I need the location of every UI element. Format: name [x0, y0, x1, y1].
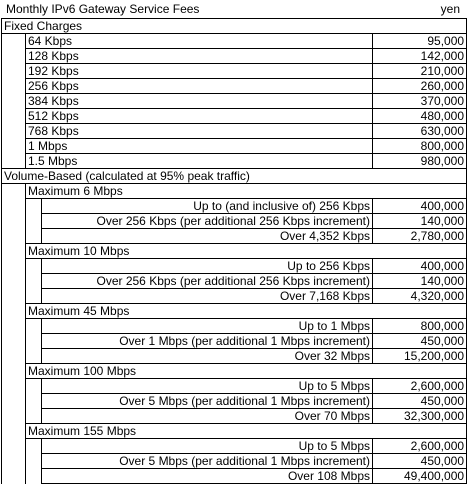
fixed-charge-row — [2, 49, 467, 64]
tier-rate-price: 400,000 — [373, 199, 467, 214]
fixed-charge-price: 142,000 — [373, 49, 467, 64]
fixed-charge-label: 384 Kbps — [26, 94, 373, 109]
tier-rate-label: Over 32 Mbps — [42, 349, 373, 364]
tier-header-row — [2, 244, 467, 259]
tier-rate-row — [2, 259, 467, 274]
fixed-charge-label: 1 Mbps — [26, 139, 373, 154]
tier-rate-row — [2, 319, 467, 334]
tier-header-row — [2, 364, 467, 379]
tier-title: Maximum 45 Mbps — [26, 304, 467, 319]
tier-rate-price: 450,000 — [373, 394, 467, 409]
tier-rate-label: Up to 256 Kbps — [42, 259, 373, 274]
fixed-charge-label: 768 Kbps — [26, 124, 373, 139]
tier-title: Maximum 6 Mbps — [26, 184, 467, 199]
tier-title: Maximum 100 Mbps — [26, 364, 467, 379]
tier-rate-price: 450,000 — [373, 334, 467, 349]
tier-rate-row — [2, 409, 467, 424]
section-header-volume — [2, 169, 467, 184]
fixed-charge-price: 210,000 — [373, 64, 467, 79]
tier-rate-price: 2,600,000 — [373, 439, 467, 454]
tier-rate-row — [2, 469, 467, 484]
fixed-charge-price: 260,000 — [373, 79, 467, 94]
tier-title: Maximum 155 Mbps — [26, 424, 467, 439]
page-header — [0, 0, 468, 18]
tier-rate-row — [2, 199, 467, 214]
tier-rate-row — [2, 229, 467, 244]
tier-title: Maximum 10 Mbps — [26, 244, 467, 259]
tier-rate-price: 2,780,000 — [373, 229, 467, 244]
tier-rate-row — [2, 349, 467, 364]
page-title: Monthly IPv6 Gateway Service Fees — [6, 2, 200, 16]
tier-rate-price: 140,000 — [373, 274, 467, 289]
fixed-charge-row — [2, 64, 467, 79]
tier-rate-row — [2, 334, 467, 349]
tier-rate-price: 15,200,000 — [373, 349, 467, 364]
fixed-charge-price: 630,000 — [373, 124, 467, 139]
fixed-charge-price: 980,000 — [373, 154, 467, 169]
tier-header-row — [2, 184, 467, 199]
tier-rate-price: 2,600,000 — [373, 379, 467, 394]
tier-rate-price: 140,000 — [373, 214, 467, 229]
fixed-charge-price: 370,000 — [373, 94, 467, 109]
fixed-charge-price: 800,000 — [373, 139, 467, 154]
indent-cell — [2, 184, 26, 484]
sub-indent-cell — [26, 319, 42, 364]
section-header-fixed — [2, 19, 467, 34]
tier-rate-label: Up to (and inclusive of) 256 Kbps — [42, 199, 373, 214]
fixed-charge-label: 512 Kbps — [26, 109, 373, 124]
tier-rate-label: Over 4,352 Kbps — [42, 229, 373, 244]
tier-rate-label: Over 108 Mbps — [42, 469, 373, 484]
currency-unit: yen — [440, 2, 460, 16]
tier-header-row — [2, 304, 467, 319]
fixed-charge-label: 128 Kbps — [26, 49, 373, 64]
fixed-charge-price: 95,000 — [373, 34, 467, 49]
tier-rate-label: Over 256 Kbps (per additional 256 Kbps increment) — [42, 214, 373, 229]
fixed-charge-label: 1.5 Mbps — [26, 154, 373, 169]
fixed-charge-row — [2, 79, 467, 94]
fixed-charge-label: 64 Kbps — [26, 34, 373, 49]
fixed-charge-row — [2, 154, 467, 169]
tier-rate-label: Up to 1 Mbps — [42, 319, 373, 334]
tier-rate-price: 450,000 — [373, 454, 467, 469]
tier-rate-price: 400,000 — [373, 259, 467, 274]
sub-indent-cell — [26, 439, 42, 484]
tier-rate-row — [2, 274, 467, 289]
fee-table — [1, 18, 467, 484]
tier-rate-label: Up to 5 Mbps — [42, 379, 373, 394]
fixed-charge-row — [2, 34, 467, 49]
fixed-charge-label: 256 Kbps — [26, 79, 373, 94]
section-title-volume: Volume-Based (calculated at 95% peak traffic) — [2, 169, 467, 184]
indent-cell — [2, 34, 26, 169]
tier-rate-label: Over 70 Mbps — [42, 409, 373, 424]
sub-indent-cell — [26, 379, 42, 424]
tier-rate-label: Over 256 Kbps (per additional 256 Kbps increment) — [42, 274, 373, 289]
tier-rate-price: 32,300,000 — [373, 409, 467, 424]
sub-indent-cell — [26, 259, 42, 304]
tier-rate-row — [2, 439, 467, 454]
tier-rate-row — [2, 379, 467, 394]
tier-rate-row — [2, 454, 467, 469]
fixed-charge-row — [2, 94, 467, 109]
tier-rate-label: Over 7,168 Kbps — [42, 289, 373, 304]
fixed-charge-row — [2, 139, 467, 154]
tier-rate-row — [2, 289, 467, 304]
tier-rate-price: 4,320,000 — [373, 289, 467, 304]
sub-indent-cell — [26, 199, 42, 244]
fixed-charge-price: 480,000 — [373, 109, 467, 124]
tier-rate-label: Up to 5 Mbps — [42, 439, 373, 454]
fixed-charge-label: 192 Kbps — [26, 64, 373, 79]
tier-rate-label: Over 1 Mbps (per additional 1 Mbps increment) — [42, 334, 373, 349]
section-title-fixed: Fixed Charges — [2, 19, 467, 34]
tier-rate-row — [2, 214, 467, 229]
tier-rate-price: 800,000 — [373, 319, 467, 334]
tier-rate-row — [2, 394, 467, 409]
fixed-charge-row — [2, 109, 467, 124]
tier-rate-label: Over 5 Mbps (per additional 1 Mbps increment) — [42, 394, 373, 409]
tier-rate-price: 49,400,000 — [373, 469, 467, 484]
tier-rate-label: Over 5 Mbps (per additional 1 Mbps increment) — [42, 454, 373, 469]
fixed-charge-row — [2, 124, 467, 139]
tier-header-row — [2, 424, 467, 439]
